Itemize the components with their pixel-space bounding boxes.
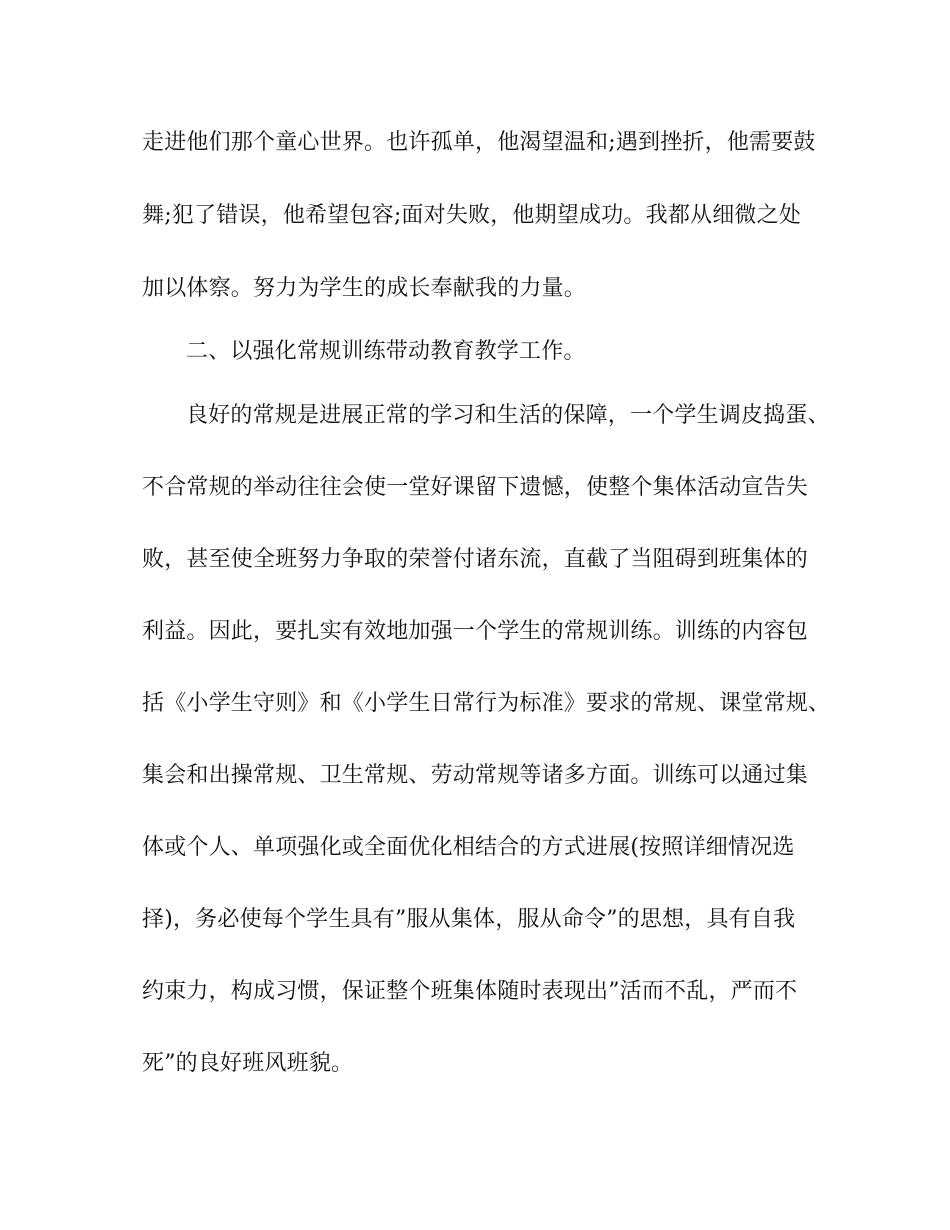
text-line: 加以体察。努力为学生的成长奉献我的力量。 <box>142 276 587 301</box>
text-line: 败，甚至使全班努力争取的荣誉付诸东流，直截了当阻碍到班集体的 <box>142 547 809 572</box>
text-line: 舞;犯了错误，他希望包容;面对失败，他期望成功。我都从细微之处 <box>142 203 802 228</box>
text-line: 集会和出操常规、卫生常规、劳动常规等诸多方面。训练可以通过集 <box>142 763 809 788</box>
text-line: 括《小学生守则》和《小学生日常行为标准》要求的常规、课堂常规、 <box>142 691 831 716</box>
text-line: 体或个人、单项强化或全面优化相结合的方式进展(按照详细情况选 <box>142 835 795 860</box>
text-line: 约束力，构成习惯，保证整个班集体随时表现出”活而不乱，严而不 <box>142 979 798 1004</box>
text-line: 利益。因此，要扎实有效地加强一个学生的常规训练。训练的内容包 <box>142 619 809 644</box>
text-line: 死”的良好班风班貌。 <box>142 1051 354 1076</box>
text-line: 走进他们那个童心世界。也许孤单，他渴望温和;遇到挫折，他需要鼓 <box>142 130 816 155</box>
text-line: 不合常规的举动往往会使一堂好课留下遗憾，使整个集体活动宣告失 <box>142 475 809 500</box>
paragraph-first-line: 良好的常规是进展正常的学习和生活的保障，一个学生调皮捣蛋、 <box>186 403 830 428</box>
section-heading: 二、以强化常规训练带动教育教学工作。 <box>186 339 586 364</box>
text-line: 择)，务必使每个学生具有”服从集体，服从命令”的思想，具有自我 <box>142 907 796 932</box>
